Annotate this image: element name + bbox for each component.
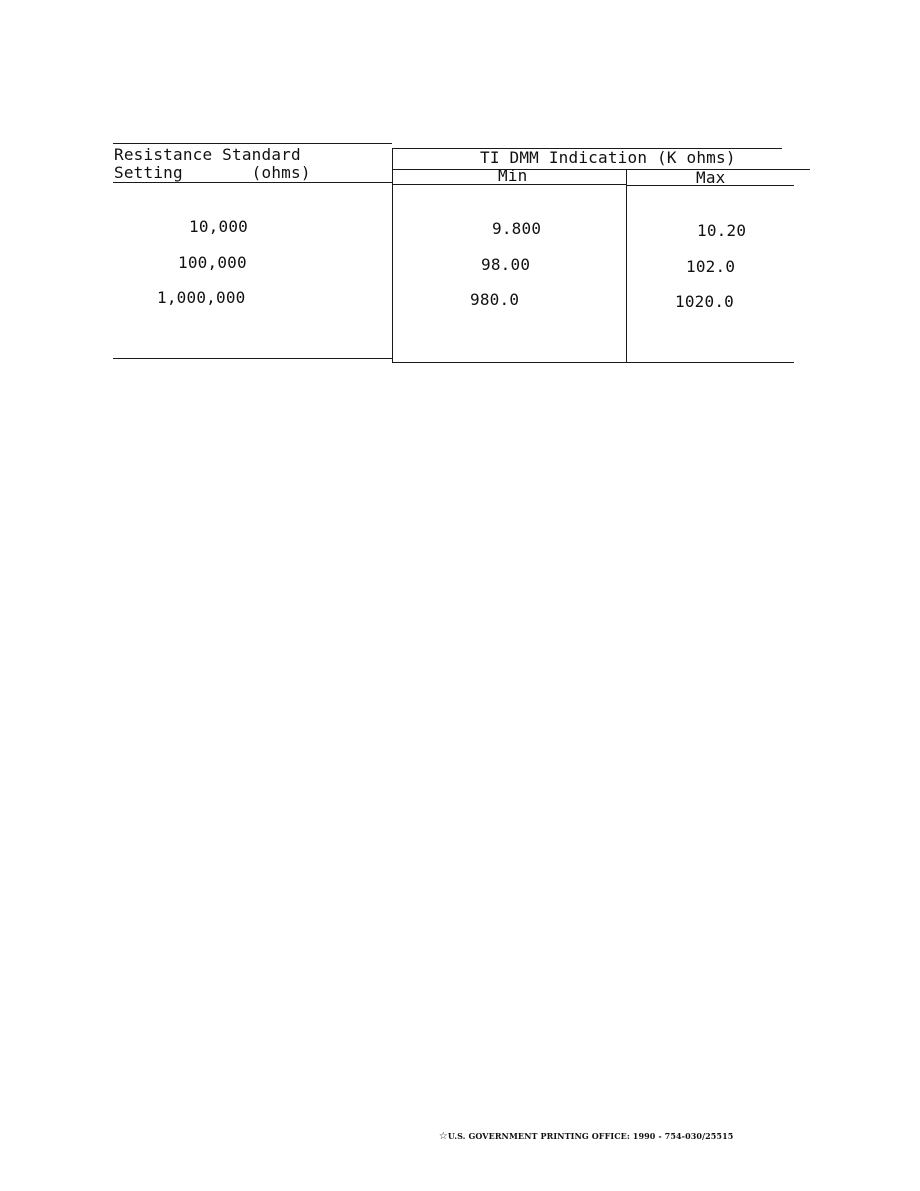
table-bottom-rule-left [113,358,392,359]
printing-office-footer [433,1121,733,1142]
header-max: Max [696,168,726,187]
header-bottom-rule-left [113,182,392,183]
table-bottom-rule-right [392,362,794,363]
row-min: 9.800 [492,219,542,238]
row-setting: 1,000,000 [157,288,246,307]
header-dmm-indication: TI DMM Indication (K ohms) [480,148,736,167]
row-setting: 100,000 [178,253,247,272]
row-min: 980.0 [470,290,520,309]
table-top-rule-left [113,143,392,144]
row-max: 1020.0 [675,292,734,311]
header-setting-line2: Setting (ohms) [114,163,311,182]
column-divider-setting [392,148,393,362]
header-setting-line1: Resistance Standard [114,145,301,164]
footer-text: U.S. GOVERNMENT PRINTING OFFICE: 1990 - 754-030/25515 [447,1131,734,1141]
row-min: 98.00 [481,255,531,274]
row-setting: 10,000 [189,217,248,236]
star-icon: ☆ [438,1131,448,1142]
header-min: Min [498,166,528,185]
row-max: 10.20 [697,221,747,240]
group-header-rule [392,169,810,170]
column-divider-min-max [626,169,627,362]
row-max: 102.0 [686,257,736,276]
